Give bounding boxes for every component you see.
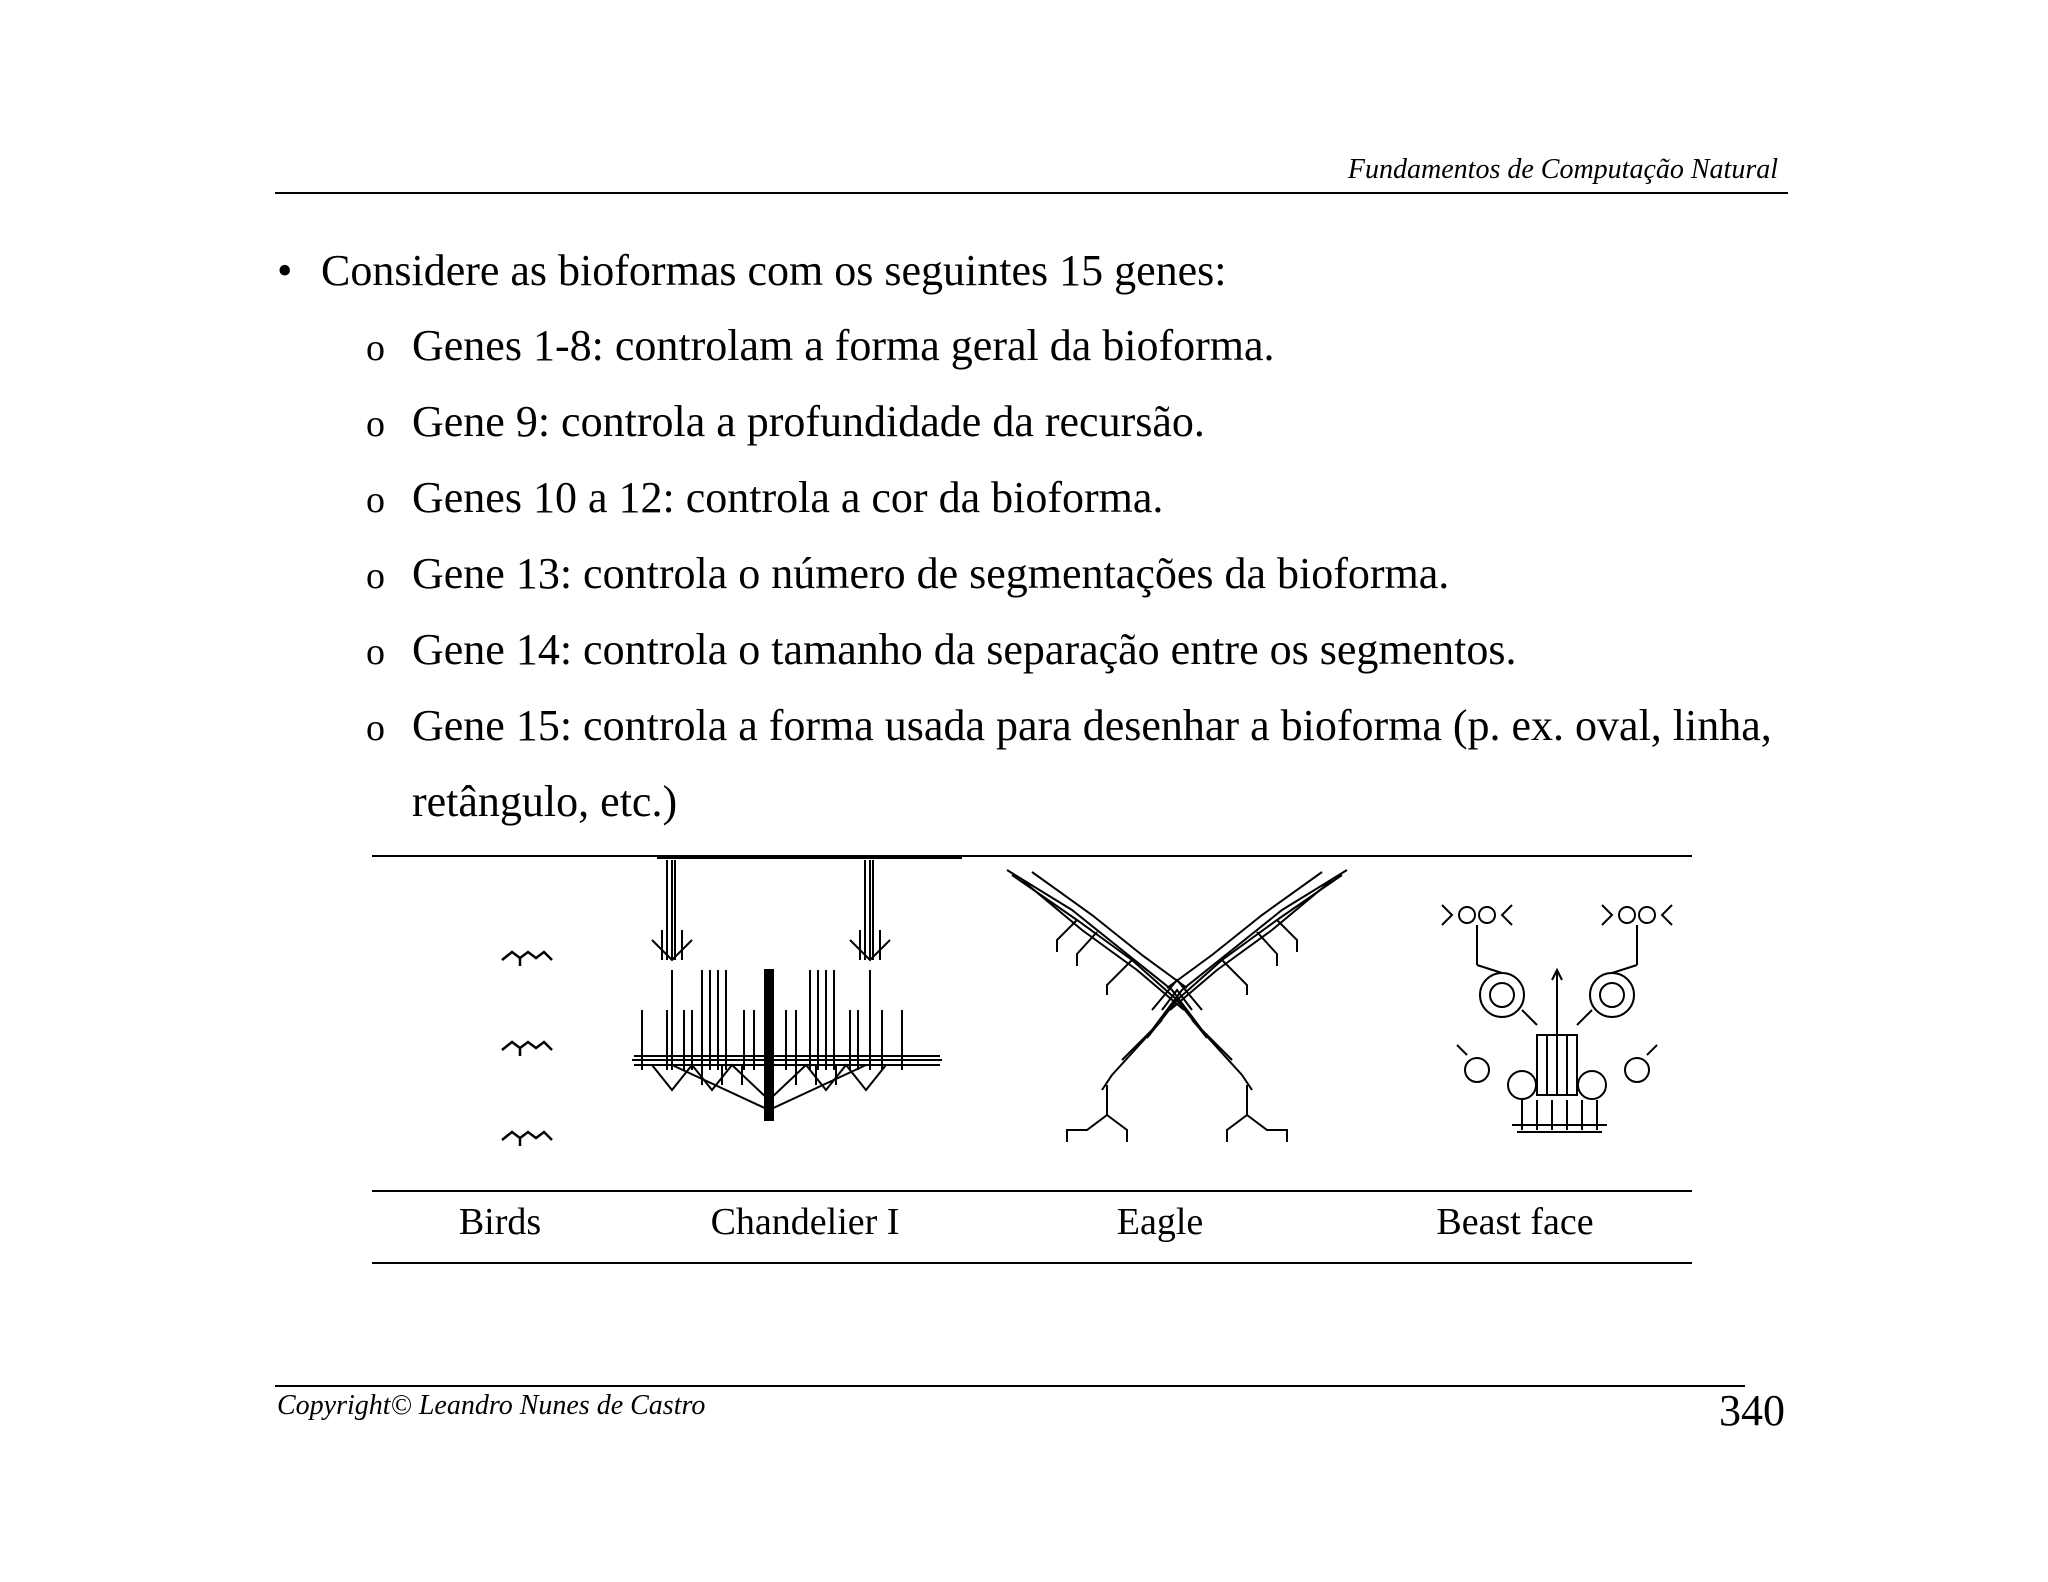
running-header: Fundamentos de Computação Natural <box>1347 154 1778 185</box>
circle-bullet-icon: o <box>366 327 385 369</box>
circle-bullet-icon: o <box>366 631 385 673</box>
circle-bullet-icon: o <box>366 555 385 597</box>
caption-eagle: Eagle <box>1116 1201 1204 1243</box>
sub-item <box>366 624 1517 675</box>
birds-image <box>502 952 552 1146</box>
sub-item-text: Genes 10 a 12: controla a cor da bioforma. <box>412 473 1164 522</box>
sub-item <box>366 548 1449 599</box>
copyright: Copyright© Leandro Nunes de Castro <box>277 1390 706 1421</box>
sub-item <box>366 472 1163 523</box>
sub-item-text: Gene 13: controla o número de segmentações da bioforma. <box>412 549 1450 598</box>
caption-top-rule <box>372 1190 1692 1192</box>
sub-item-continuation: retângulo, etc.) <box>412 777 678 826</box>
caption-birds: Birds <box>458 1201 542 1243</box>
main-bullet <box>277 245 1227 296</box>
beast-face-image <box>1442 905 1672 1132</box>
figure-top-rule-thick <box>657 855 962 859</box>
page-number: 340 <box>1719 1386 1785 1435</box>
circle-bullet-icon: o <box>366 707 385 749</box>
sub-item-text: Gene 14: controla o tamanho da separação entre os segmentos. <box>412 625 1517 674</box>
main-bullet-text: Considere as bioformas com os seguintes 15 genes: <box>321 246 1227 295</box>
figure-bottom-rule <box>372 1262 1692 1264</box>
bullet-dot-icon: • <box>277 246 293 295</box>
sub-item-text: Genes 1-8: controlam a forma geral da bioforma. <box>412 321 1275 370</box>
sub-item-text: Gene 15: controla a forma usada para desenhar a bioforma (p. ex. oval, linha, <box>412 701 1772 750</box>
caption-beast-face: Beast face <box>1436 1201 1594 1243</box>
sub-item <box>366 700 1772 751</box>
chandelier-image <box>632 860 942 1120</box>
sub-item <box>366 320 1275 371</box>
sub-item-text: Gene 9: controla a profundidade da recursão. <box>412 397 1205 446</box>
sub-item <box>366 396 1205 447</box>
eagle-image <box>1007 870 1347 1142</box>
caption-chandelier: Chandelier I <box>710 1201 900 1243</box>
circle-bullet-icon: o <box>366 403 385 445</box>
circle-bullet-icon: o <box>366 479 385 521</box>
biomorph-figure <box>372 860 1692 1190</box>
header-rule <box>275 192 1788 194</box>
footer-rule <box>275 1385 1745 1387</box>
figure-top-rule <box>372 855 1692 857</box>
